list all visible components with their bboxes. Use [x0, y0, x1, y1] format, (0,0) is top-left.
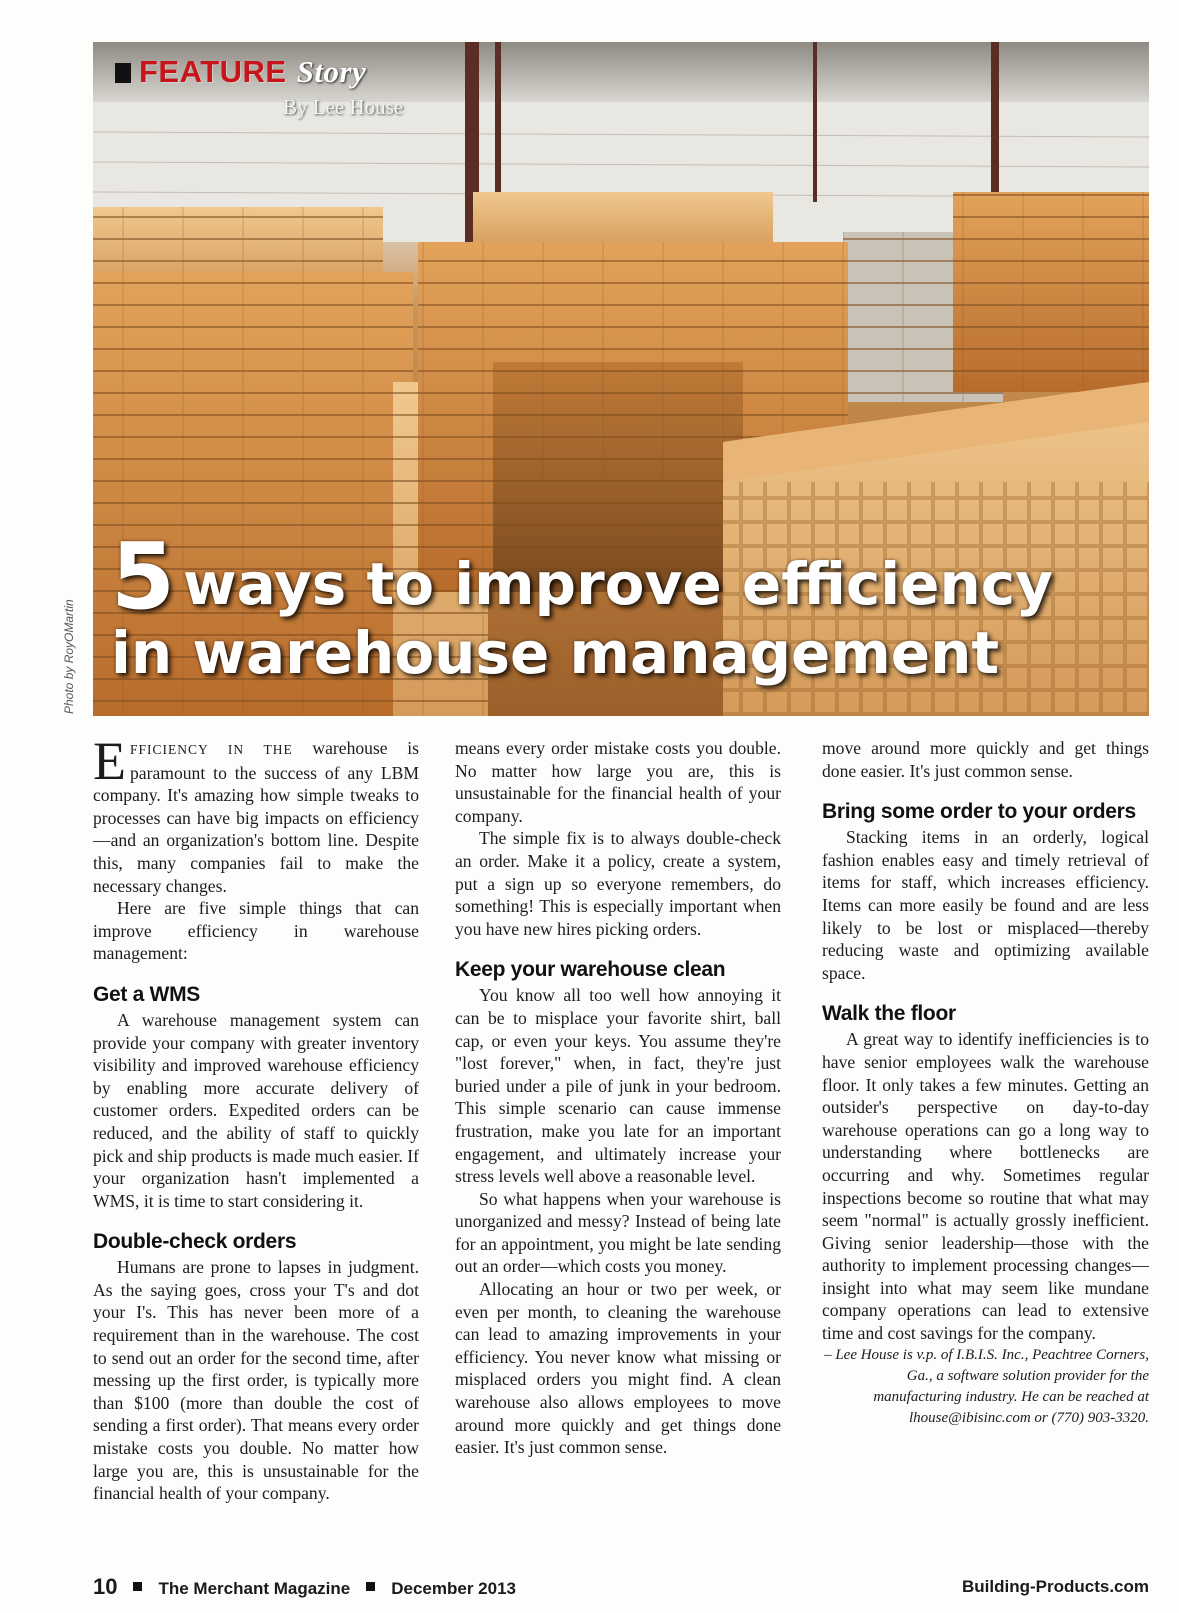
headline-line-2: in warehouse management: [111, 618, 1000, 687]
footer-square-icon: [366, 1582, 375, 1591]
section-paragraph: You know all too well how annoying it can be to misplace your favorite shirt, ball cap, or even your keys. You assume they're "lost forever," when, in fact, they're just buried under a pile of junk in your bedroom. This simple scenario can cause immense frustration, make you late for an important engagement, and ultimately increase your stress levels well above a reasonable level.: [455, 985, 781, 1187]
continued-paragraph: move around more quickly and get things done easier. It's just common sense.: [822, 738, 1149, 781]
section-heading-get-a-wms: Get a WMS: [93, 982, 200, 1006]
author-bio: – Lee House is v.p. of I.B.I.S. Inc., Peachtree Corners, Ga., a software solution provider for the manufacturing industry. He can be reached at lhouse@ibisinc.com or (770) 903-3320.: [824, 1346, 1149, 1426]
headline-number: 5: [111, 523, 176, 630]
headline: [111, 523, 1053, 687]
magazine-name: The Merchant Magazine: [158, 1579, 351, 1598]
website-link[interactable]: Building-Products.com: [962, 1577, 1149, 1596]
section-heading-double-check-orders: Double-check orders: [93, 1230, 297, 1254]
intro-small-caps: FFICIENCY IN THE: [130, 742, 293, 757]
page-footer: [93, 1574, 1149, 1604]
page-number: 10: [93, 1574, 118, 1599]
section-heading-keep-warehouse-clean: Keep your warehouse clean: [455, 958, 726, 982]
byline: By Lee House: [283, 95, 404, 119]
hero-photo: [93, 42, 1149, 716]
headline-line-1: ways to improve efficiency: [183, 550, 1053, 618]
section-paragraph: The simple fix is to always double-check an order. Make it a policy, create a system, put a sign up so everyone remembers, do something! This is especially important when you have new hires picking orders.: [455, 828, 781, 939]
section-heading-bring-order: Bring some order to your orders: [822, 800, 1136, 824]
drop-cap: E: [93, 731, 126, 791]
feature-square-icon: [115, 63, 131, 83]
footer-square-icon: [133, 1582, 142, 1591]
article-column-3: [822, 737, 1149, 1429]
continued-paragraph: means every order mistake costs you double. No matter how large you are, this is unsustainable for the financial health of your company.: [455, 738, 781, 826]
feature-label: FEATURE: [139, 54, 287, 89]
intro-paragraph: [93, 731, 419, 897]
section-paragraph: Humans are prone to lapses in judgment. As the saying goes, cross your T's and dot your I's. This has never been more of a requirement than in the warehouse. The cost to send out an order for the second time, after messing up the first order, is typically more than $100 (more than double the cost of sending a first order). That means every order mistake costs you double. No matter how large you are, this is unsustainable for the financial health of your company.: [93, 1257, 419, 1504]
intro-paragraph-2: Here are five simple things that can improve efficiency in warehouse management:: [93, 898, 419, 964]
section-paragraph: Stacking items in an orderly, logical fashion enables easy and timely retrieval of items for staff, which increases efficiency. Items can more easily be found and are less likely to be lost or misplaced—thereby reducing waste and optimizing available space.: [822, 827, 1149, 983]
issue-date: December 2013: [391, 1579, 517, 1598]
intro-text: warehouse is paramount to the success of any LBM company. It's amazing how simple tweaks to processes can have big impacts on efficiency—and an organization's bottom line. Despite this, many companies fail to make the necessary changes.: [93, 738, 419, 896]
photo-credit: Photo by RoyOMartin: [62, 599, 76, 714]
article-column-1: [93, 731, 419, 1528]
section-heading-walk-the-floor: Walk the floor: [822, 1002, 956, 1026]
section-paragraph: Allocating an hour or two per week, or even per month, to cleaning the warehouse can lead to amazing improvements in your efficiency. You never know what missing or misplaced orders you might find. A clean warehouse also allows employees to move around more quickly and get things done easier. It's just common sense.: [455, 1279, 781, 1458]
feature-story-label: [115, 54, 366, 90]
section-paragraph: So what happens when your warehouse is unorganized and messy? Instead of being late for an appointment, you might be late sending out an order—which costs you money.: [455, 1188, 781, 1277]
article-column-2: [455, 737, 781, 1458]
section-paragraph: A warehouse management system can provide your company with greater inventory visibility and improved warehouse efficiency by enabling more accurate delivery of customer orders. Expedited orders can be reduced, and the ability of staff to quickly pick and ship products is made much easier. If your organization hasn't implemented a WMS, it is time to start considering it.: [93, 1009, 419, 1211]
section-paragraph: A great way to identify inefficiencies is to have senior employees walk the warehouse floor. It only takes a few minutes. Getting an outsider's perspective on day-to-day warehouse operations can go a long way to understanding where bottlenecks are occurring and why. Sometimes regular inspections become so routine that what may seem "normal" is actually grossly inefficient. Giving senior leadership—those with the authority to implement processing changes—insight into what may seem like mundane company operations can lead to extensive time and cost savings for the company.: [822, 1029, 1149, 1344]
story-label: Story: [296, 54, 367, 89]
